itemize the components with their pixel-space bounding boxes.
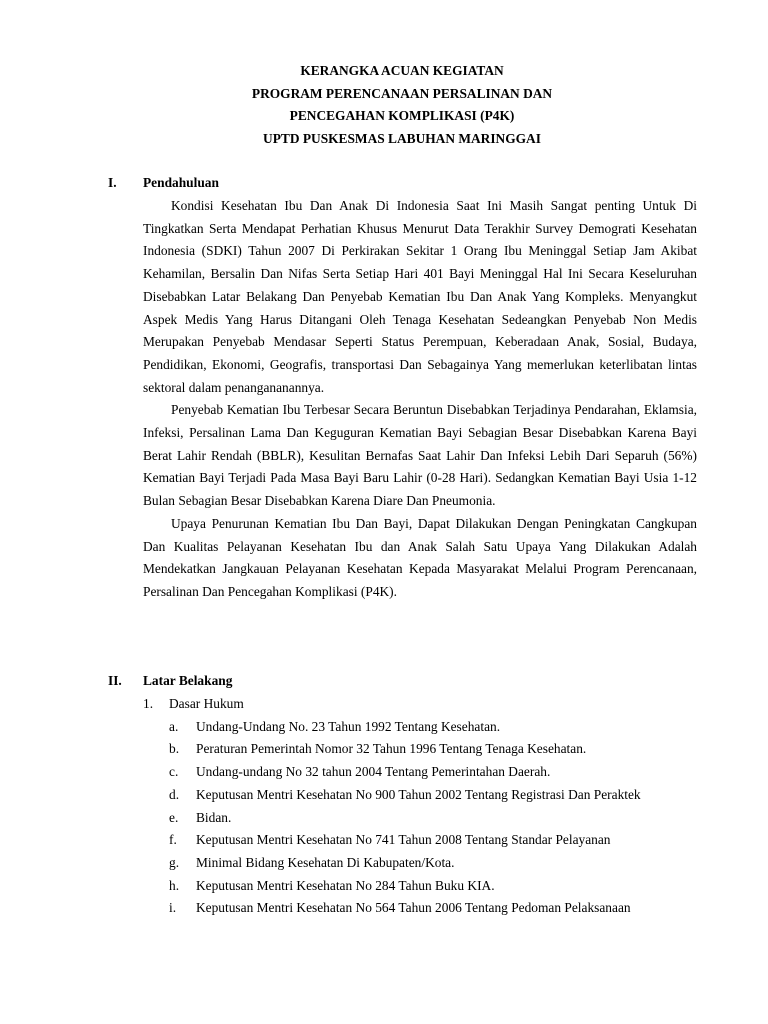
list-marker: 1.	[143, 696, 154, 711]
list-marker: a.	[169, 718, 179, 734]
title-line: UPTD PUSKESMAS LABUHAN MARINGGAI	[263, 131, 541, 147]
paragraph: Penyebab Kematian Ibu Terbesar Secara Beruntun Disebabkan Terjadinya Pendarahan, Eklamsia, Infeksi, Persalinan Lama Dan Keguguran Kematian Bayi Sebagian Besar Disebabkan Karena Bayi Berat Lahir Rendah (BBLR), Kesulitan Bernafas Saat Lahir Dan Infeksi Lebih Dari Separuh (56%) Kematian Bayi Terjadi Pada Masa Bayi Baru Lahir (0-28 Hari). Sedangkan Kematian Bayi Usia 1-12 Bulan Sebagian Besar Disebabkan Karena Diare Dan Pneumonia.	[143, 402, 697, 509]
list-marker: h.	[169, 877, 180, 893]
sub-list-item	[169, 716, 697, 739]
list-item-text: Dasar Hukum	[169, 696, 244, 711]
sub-list-item-text: Peraturan Pemerintah Nomor 32 Tahun 1996 Tentang Tenaga Kesehatan.	[196, 741, 587, 757]
list-marker: d.	[169, 786, 180, 802]
sub-list-item	[169, 875, 697, 898]
list-marker: b.	[169, 741, 180, 757]
title-line: PROGRAM PERENCANAAN PERSALINAN DAN	[251, 85, 553, 101]
list-marker: g.	[169, 854, 180, 870]
section-heading-latar-belakang	[108, 670, 232, 693]
numbered-list	[143, 693, 697, 920]
list-marker: c.	[169, 764, 179, 780]
list-marker: f.	[169, 832, 177, 848]
section-heading-pendahuluan	[108, 172, 219, 195]
sub-list-item	[169, 897, 697, 920]
list-marker: e.	[169, 809, 179, 825]
document-title	[0, 60, 768, 151]
sub-list-item-text: Bidan.	[196, 809, 232, 825]
sub-list-item	[169, 738, 697, 761]
section-title: Latar Belakang	[143, 673, 233, 688]
section-title: Pendahuluan	[143, 175, 219, 190]
sub-list-item-text: Keputusan Mentri Kesehatan No 900 Tahun 2002 Tentang Registrasi Dan Peraktek	[196, 786, 641, 802]
sub-list-item-text: Minimal Bidang Kesehatan Di Kabupaten/Kota.	[196, 854, 455, 870]
sub-list-item-text: Keputusan Mentri Kesehatan No 284 Tahun Buku KIA.	[196, 877, 495, 893]
sub-list-item-text: Keputusan Mentri Kesehatan No 564 Tahun 2006 Tentang Pedoman Pelaksanaan	[196, 900, 631, 916]
sub-list-item	[169, 807, 697, 830]
section-body-pendahuluan	[143, 195, 697, 604]
section-number: I.	[108, 175, 117, 190]
paragraph: Upaya Penurunan Kematian Ibu Dan Bayi, Dapat Dilakukan Dengan Peningkatan Cangkupan Dan Kualitas Pelayanan Kesehatan Ibu dan Anak Salah Satu Upaya Yang Dilakukan Adalah Mendekatkan Jangkauan Pelayanan Kesehatan Kepada Masyarakat Melalui Program Perencanaan, Persalinan Dan Pencegahan Komplikasi (P4K).	[143, 515, 697, 599]
sub-list-item-text: Keputusan Mentri Kesehatan No 741 Tahun 2008 Tentang Standar Pelayanan	[196, 832, 611, 848]
section-number: II.	[108, 673, 122, 688]
list-marker: i.	[169, 900, 177, 916]
paragraph: Kondisi Kesehatan Ibu Dan Anak Di Indonesia Saat Ini Masih Sangat penting Untuk Di Tingkatkan Serta Mendapat Perhatian Khusus Menurut Data Terakhir Survey Demograti Kesehatan Indonesia (SDKI) Tahun 2007 Di Perkirakan Sekitar 1 Orang Ibu Meninggal Setiap Jam Akibat Kehamilan, Bersalin Dan Nifas Serta Setiap Hari 401 Bayi Meninggal Hal Ini Secara Keseluruhan Disebabkan Latar Belakang Dan Penyebab Kematian Ibu Dan Anak Yang Kompleks. Menyangkut Aspek Medis Yang Harus Ditangani Oleh Tenaga Kesehatan Sedeangkan Penyebab Non Medis Merupakan Penyebab Mendasar Seperti Status Perempuan, Keberadaan Anak, Sosial, Budaya, Pendidikan, Ekonomi, Geografis, transportasi Dan Sebagainya Yang memerlukan keterlibatan lintas sektoral dalam penangananannya.	[143, 198, 697, 395]
sub-list-item	[169, 852, 697, 875]
sub-list-item	[169, 784, 697, 807]
list-item	[143, 693, 697, 920]
title-line: KERANGKA ACUAN KEGIATAN	[300, 63, 504, 78]
sub-list-item	[169, 761, 697, 784]
title-line: PENCEGAHAN KOMPLIKASI (P4K)	[289, 108, 515, 124]
sub-list-item-text: Undang-undang No 32 tahun 2004 Tentang Pemerintahan Daerah.	[196, 764, 551, 780]
sub-list-item-text: Undang-Undang No. 23 Tahun 1992 Tentang Kesehatan.	[196, 718, 501, 734]
section-body-latar-belakang	[143, 693, 697, 920]
sub-list-item	[169, 829, 697, 852]
sub-list	[169, 716, 697, 920]
